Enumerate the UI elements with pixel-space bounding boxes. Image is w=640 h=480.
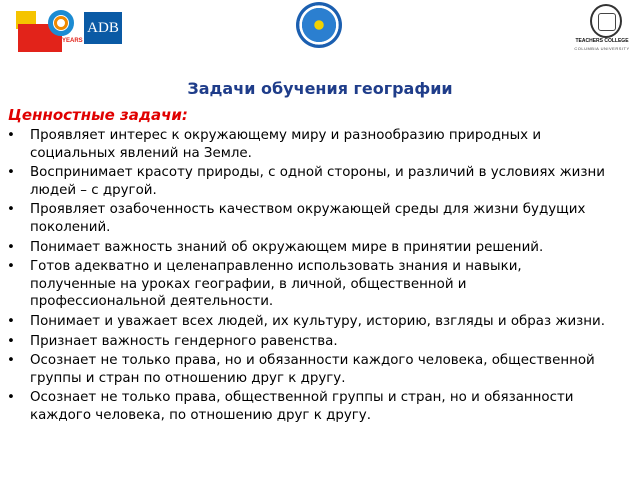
bullet: •	[7, 313, 15, 329]
college-subtitle: COLUMBIA UNIVERSITY	[574, 46, 630, 51]
bullet: •	[7, 259, 15, 275]
list-item	[6, 201, 606, 236]
teachers-college-seal	[590, 4, 622, 38]
list-item-text: Воспринимает красоту природы, с одной стороны, и различий в условиях жизни людей – с другой.	[30, 165, 605, 198]
list-item	[6, 127, 606, 162]
bullet: •	[7, 390, 15, 406]
list-item	[6, 352, 606, 387]
bullet: •	[7, 128, 15, 143]
list-item	[6, 313, 606, 331]
adb-logo: ADB	[84, 12, 122, 44]
college-name: TEACHERS COLLEGE	[575, 38, 629, 44]
list-item	[6, 258, 606, 311]
page-title: Задачи обучения географии	[187, 79, 453, 98]
list-item-text: Осознает не только права, общественной группы и стран, но и обязанности каждого человека, по отношению друг к другу.	[30, 390, 574, 423]
list-item	[6, 389, 606, 424]
list-item-text: Готов адекватно и целенаправленно использовать знания и навыки, полученные на уроках географии, в личной, общественной и профессиональной деятельности.	[30, 259, 522, 310]
seal-shield	[598, 13, 616, 31]
tasks-list	[6, 127, 606, 427]
list-item-text: Понимает и уважает всех людей, их культуру, историю, взгляды и образ жизни.	[30, 313, 605, 329]
list-item-text: Признает важность гендерного равенства.	[30, 333, 338, 349]
bullet: •	[7, 202, 15, 218]
logo-orange-ring	[54, 16, 68, 30]
fifty-years-logo	[14, 8, 83, 52]
logo-years-text: YEARS	[62, 38, 83, 44]
list-item	[6, 333, 606, 351]
state-emblem	[296, 2, 342, 48]
bullet: •	[7, 165, 15, 181]
list-item-text: Проявляет озабоченность качеством окружающей среды для жизни будущих поколений.	[30, 202, 586, 235]
bullet: •	[7, 353, 15, 369]
list-item	[6, 164, 606, 199]
bullet: •	[7, 333, 15, 349]
list-item-text: Проявляет интерес к окружающему миру и разнообразию природных и социальных явлений на Земле.	[30, 128, 542, 161]
list-item	[6, 239, 606, 257]
list-item-text: Осознает не только права, но и обязанности каждого человека, общественной группы и стран по отношению друг к другу.	[30, 353, 595, 386]
list-item-text: Понимает важность знаний об окружающем мире в принятии решений.	[30, 239, 544, 255]
bullet: •	[7, 239, 15, 255]
header-logos	[0, 0, 640, 70]
section-subtitle: Ценностные задачи:	[8, 106, 188, 124]
